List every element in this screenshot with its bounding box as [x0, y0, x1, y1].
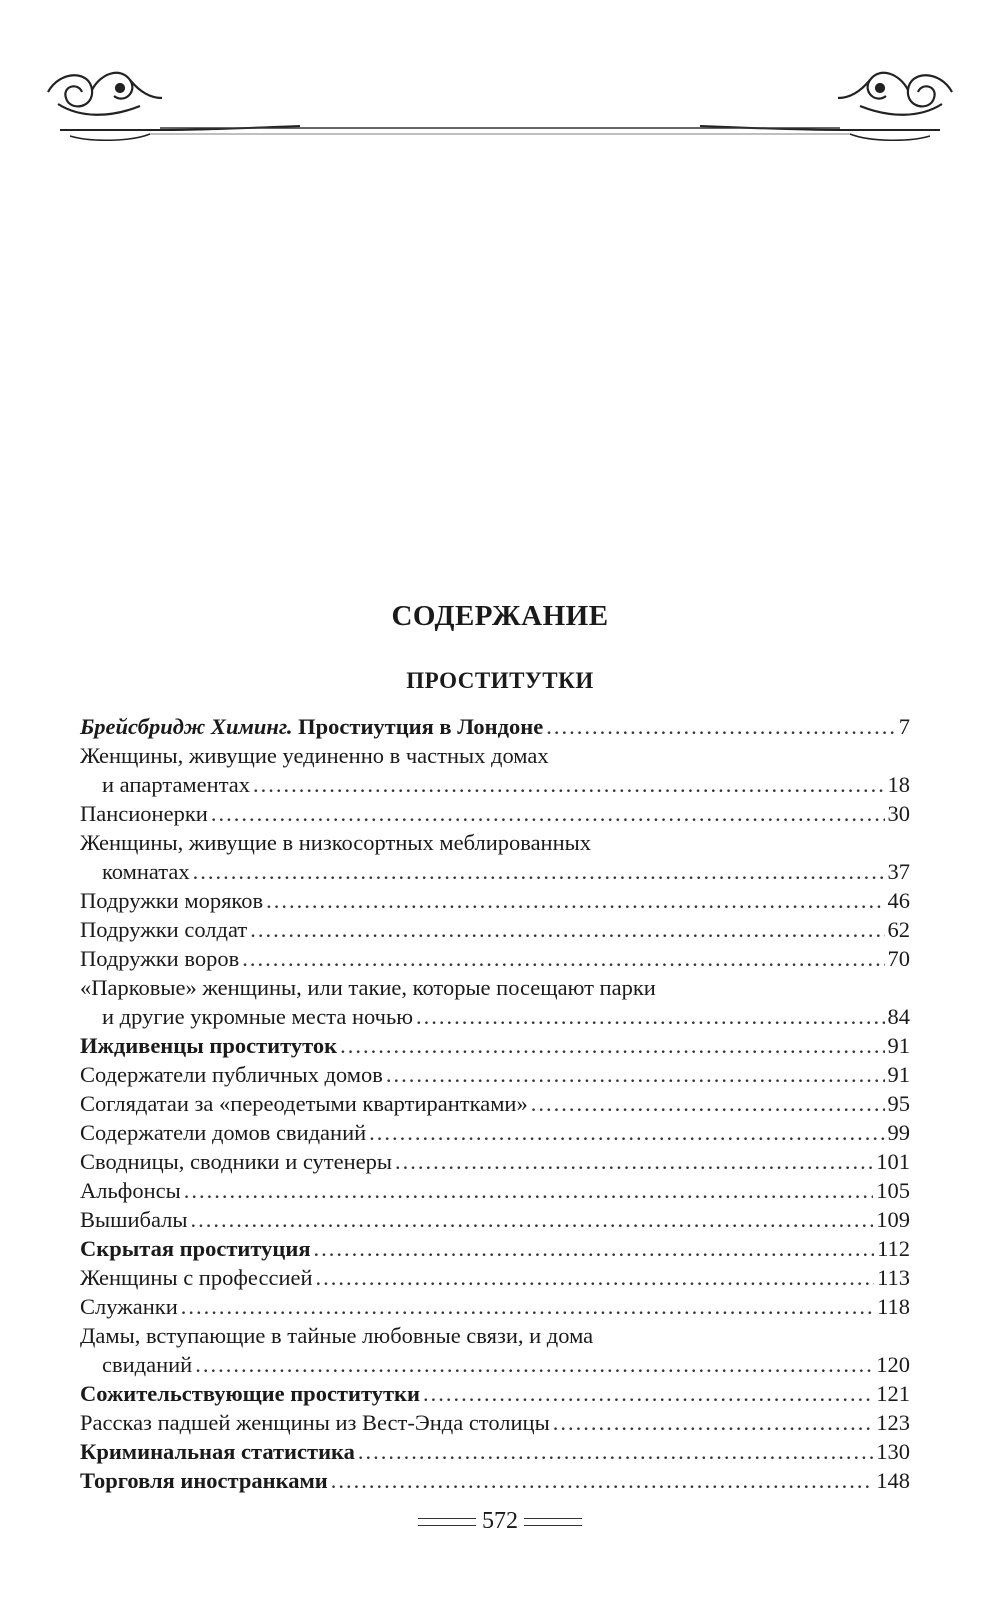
toc-entry[interactable]: [80, 1292, 910, 1321]
toc-page: 37: [887, 859, 910, 884]
toc-title: Подружки солдат: [80, 917, 248, 942]
dot-leader: [340, 1031, 884, 1060]
toc-author: Брейсбридж Химинг.: [80, 714, 293, 739]
toc-page: 123: [876, 1410, 910, 1435]
toc-page: 70: [887, 946, 910, 971]
toc-page: 112: [877, 1236, 910, 1261]
toc-title: Вышибалы: [80, 1207, 188, 1232]
toc-entry[interactable]: [80, 886, 910, 915]
dot-leader: [266, 886, 884, 915]
top-ornament: [0, 0, 1000, 160]
toc-title: Сводницы, сводники и сутенеры: [80, 1149, 393, 1174]
toc-title: Пансионерки: [80, 801, 208, 826]
dot-leader: [211, 799, 885, 828]
toc-page: 7: [898, 714, 910, 739]
dot-leader: [253, 770, 884, 799]
toc-entry[interactable]: [80, 1379, 910, 1408]
toc-title-line: «Парковые» женщины, или такие, которые посещают парки: [80, 975, 656, 1000]
toc-title: Соглядатаи за «переодетыми квартирантками»: [80, 1091, 528, 1116]
toc-entry[interactable]: [80, 712, 910, 741]
toc-title: Альфонсы: [80, 1178, 181, 1203]
toc-page: 62: [887, 917, 910, 942]
toc-entry[interactable]: [80, 1089, 910, 1118]
toc-entry[interactable]: [80, 741, 910, 799]
footer-rule-left: [418, 1518, 476, 1526]
dot-leader: [358, 1437, 873, 1466]
toc-entry[interactable]: [80, 799, 910, 828]
toc-title: Торговля иностранками: [80, 1468, 328, 1493]
dot-leader: [193, 857, 885, 886]
toc-page: 84: [887, 1004, 910, 1029]
toc-page: 113: [877, 1265, 910, 1290]
toc-entry[interactable]: [80, 1147, 910, 1176]
toc-title: Подружки моряков: [80, 888, 264, 913]
dot-leader: [386, 1060, 885, 1089]
dot-leader: [423, 1379, 873, 1408]
left-flourish-icon: [48, 73, 300, 140]
dot-leader: [314, 1234, 875, 1263]
toc-title: свиданий: [102, 1352, 193, 1377]
toc-page: 121: [876, 1381, 910, 1406]
toc-title: Криминальная статистика: [80, 1439, 355, 1464]
toc-title: Женщины с профессией: [80, 1265, 313, 1290]
toc-entry[interactable]: [80, 1408, 910, 1437]
dot-leader: [553, 1408, 874, 1437]
toc-title-line: Женщины, живущие в низкосортных меблированных: [80, 830, 592, 855]
toc-page: 91: [887, 1062, 910, 1087]
dot-leader: [195, 1350, 873, 1379]
toc-entry[interactable]: [80, 1234, 910, 1263]
toc-entry[interactable]: [80, 828, 910, 886]
dot-leader: [190, 1205, 873, 1234]
toc-entry[interactable]: [80, 1263, 910, 1292]
toc-title: Скрытая проституция: [80, 1236, 311, 1261]
toc-title: Сожительствующие проститутки: [80, 1381, 420, 1406]
toc-page: 46: [887, 888, 910, 913]
page-footer: [0, 1508, 1000, 1535]
toc-page: 130: [876, 1439, 910, 1464]
toc-entry[interactable]: [80, 973, 910, 1031]
dot-leader: [184, 1176, 874, 1205]
toc-title: Содержатели домов свиданий: [80, 1120, 367, 1145]
toc-title: Служанки: [80, 1294, 178, 1319]
toc-page: 91: [887, 1033, 910, 1058]
dot-leader: [416, 1002, 884, 1031]
toc-entry[interactable]: [80, 1176, 910, 1205]
toc-entry[interactable]: [80, 1466, 910, 1495]
toc-page: 118: [877, 1294, 910, 1319]
toc-title: и апартаментах: [102, 772, 251, 797]
section-title: ПРОСТИТУТКИ: [406, 668, 594, 693]
toc-entry[interactable]: [80, 1060, 910, 1089]
footer-rule-right: [524, 1518, 582, 1526]
toc-entry[interactable]: [80, 1118, 910, 1147]
toc-page: 105: [876, 1178, 910, 1203]
dot-leader: [395, 1147, 873, 1176]
dot-leader: [531, 1089, 885, 1118]
toc-entry[interactable]: [80, 915, 910, 944]
right-flourish-icon: [700, 73, 952, 140]
toc-page: 120: [876, 1352, 910, 1377]
page-title: СОДЕРЖАНИЕ: [391, 600, 609, 632]
dot-leader: [331, 1466, 873, 1495]
dot-leader: [250, 915, 884, 944]
toc-entry[interactable]: [80, 1321, 910, 1379]
toc-page: 148: [876, 1468, 910, 1493]
toc-title: Простиутция в Лондоне: [298, 714, 544, 739]
dot-leader: [181, 1292, 874, 1321]
toc-title: Подружки воров: [80, 946, 240, 971]
toc-page: 18: [887, 772, 910, 797]
table-of-contents: [80, 712, 910, 1495]
dot-leader: [242, 944, 884, 973]
dot-leader: [546, 712, 896, 741]
dot-leader: [369, 1118, 884, 1147]
toc-page: 109: [876, 1207, 910, 1232]
toc-title-line: Дамы, вступающие в тайные любовные связи, и дома: [80, 1323, 594, 1348]
toc-title: Содержатели публичных домов: [80, 1062, 383, 1087]
toc-entry[interactable]: [80, 1031, 910, 1060]
toc-title: Рассказ падшей женщины из Вест-Энда столицы: [80, 1410, 550, 1435]
toc-title: комнатах: [102, 859, 190, 884]
toc-title-line: Женщины, живущие уединенно в частных домах: [80, 743, 549, 768]
toc-page: 30: [887, 801, 910, 826]
page-number: 572: [482, 1508, 518, 1534]
toc-entry[interactable]: [80, 944, 910, 973]
toc-title: и другие укромные места ночью: [102, 1004, 414, 1029]
toc-entry[interactable]: [80, 1437, 910, 1466]
toc-title: Иждивенцы проституток: [80, 1033, 338, 1058]
toc-page: 99: [887, 1120, 910, 1145]
toc-page: 101: [876, 1149, 910, 1174]
toc-entry[interactable]: [80, 1205, 910, 1234]
dot-leader: [316, 1263, 875, 1292]
toc-page: 95: [887, 1091, 910, 1116]
